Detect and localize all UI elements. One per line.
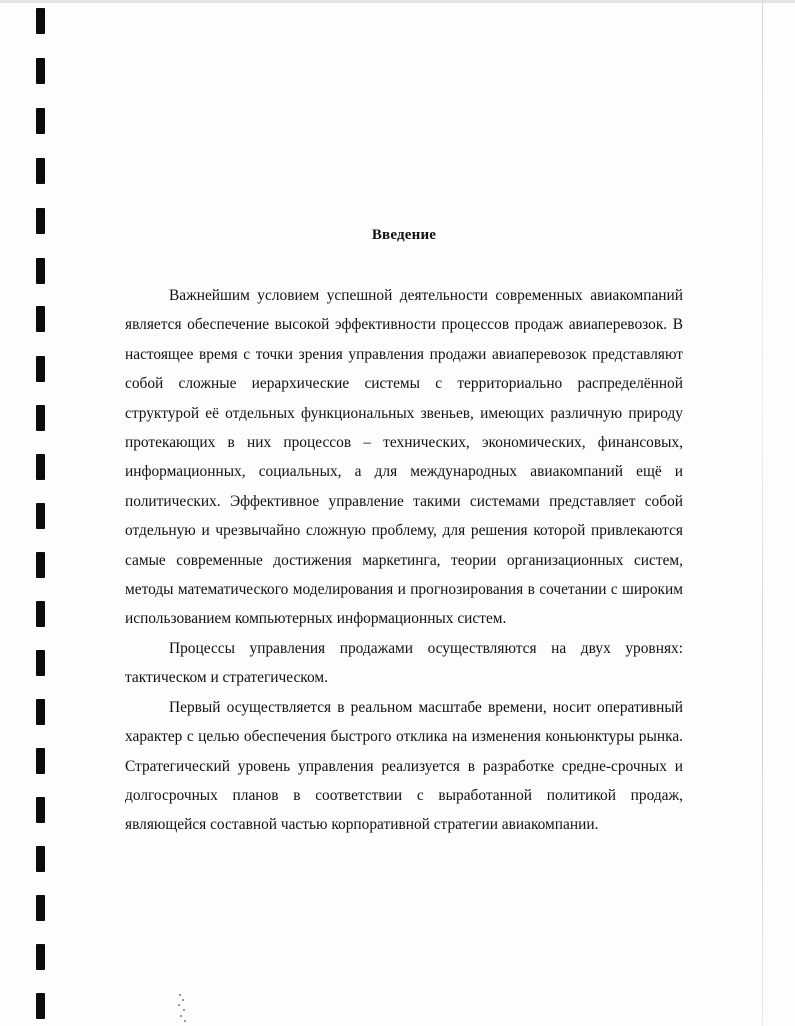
binding-hole — [36, 846, 45, 872]
binding-hole — [36, 58, 45, 84]
binding-hole — [36, 650, 45, 676]
binding-hole — [36, 356, 45, 382]
paragraph: Процессы управления продажами осуществляются на двух уровнях: тактическом и стратегическом. — [125, 639, 683, 687]
scan-top-edge — [0, 0, 795, 3]
binding-holes — [36, 0, 46, 1026]
binding-hole — [36, 797, 45, 823]
binding-hole — [36, 748, 45, 774]
paragraph: Первый осуществляется в реальном масштабе времени, носит оперативный характер с целью обеспечения быстрого отклика на изменения коньюнктуры рынка. Стратегический уровень управления реализуется в разработке средне-срочных и долгосрочных планов в соответствии с выработанной политикой продаж, являющейся составной частью корпоративной стратегии авиакомпании. — [125, 698, 683, 834]
binding-hole — [36, 306, 45, 332]
binding-hole — [36, 944, 45, 970]
section-title: Введение — [371, 227, 437, 243]
scan-specks — [176, 992, 190, 1026]
body-text — [125, 281, 683, 840]
binding-hole — [36, 258, 45, 284]
binding-hole — [36, 8, 45, 34]
paragraph: Важнейшим условием успешной деятельности современных авиакомпаний является обеспечение высокой эффективности процессов продаж авиаперевозок. В настоящее время с точки зрения управления продажи авиаперевозок представляют собой сложные иерархические системы с территориально распределённой структурой её отдельных функциональных звеньев, имеющих различную природу протекающих в них процессов – технических, экономических, финансовых, информационных, социальных, а для международных авиакомпаний ещё и политических. Эффективное управление такими системами представляет собой отдельную и чрезвычайно сложную проблему, для решения которой привлекаются самые современные достижения маркетинга, теории организационных систем, методы математического моделирования и прогнозирования в сочетании с широким использованием компьютерных информационных систем. — [125, 287, 683, 628]
binding-hole — [36, 454, 45, 480]
binding-hole — [36, 552, 45, 578]
binding-hole — [36, 895, 45, 921]
binding-hole — [36, 158, 45, 184]
scan-right-edge — [762, 0, 763, 1026]
binding-hole — [36, 108, 45, 134]
binding-hole — [36, 699, 45, 725]
binding-hole — [36, 405, 45, 431]
binding-hole — [36, 601, 45, 627]
binding-hole — [36, 503, 45, 529]
binding-hole — [36, 993, 45, 1019]
binding-hole — [36, 208, 45, 234]
